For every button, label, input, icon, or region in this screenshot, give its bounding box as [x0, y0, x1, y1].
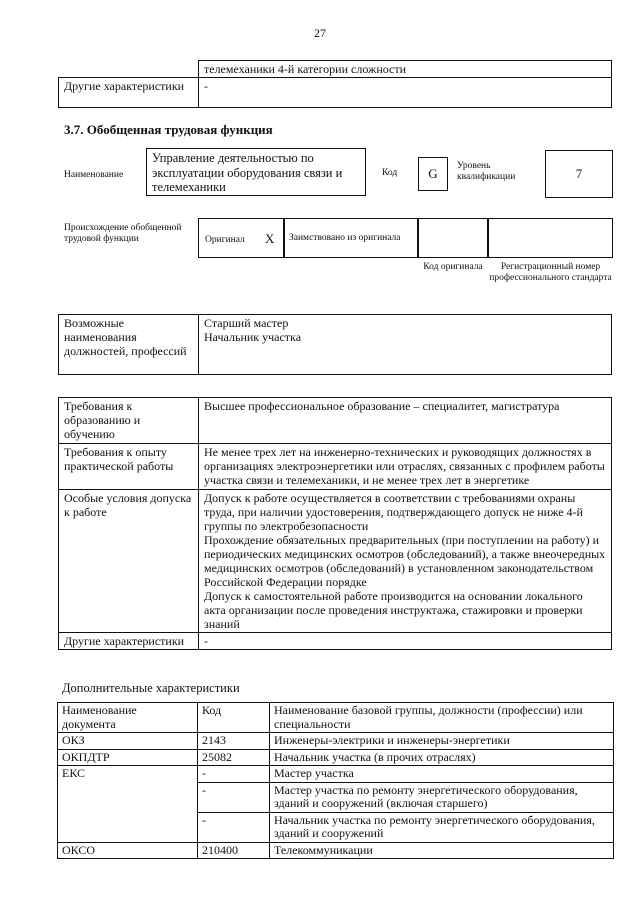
- requirements-table: [58, 397, 612, 650]
- doc-cell: ЕКС: [58, 766, 198, 783]
- header-cell: Наименование документа: [58, 703, 198, 733]
- reg-number-box: [488, 218, 613, 258]
- page-number: 27: [314, 26, 326, 40]
- table-row: [58, 812, 614, 842]
- req-text: Не менее трех лет на инженерно-технических и руководящих должностях в организациях электроэнергетики или отраслях, связанных с профилем работы участка связи и телемеханики, и не менее трех лет в энергетике: [199, 444, 612, 490]
- code-cell: 25082: [198, 749, 270, 766]
- section-title: 3.7. Обобщенная трудовая функция: [64, 122, 273, 137]
- table-row: [58, 842, 614, 859]
- continuation-table: [58, 60, 612, 108]
- code-label: Код: [382, 168, 398, 178]
- code-caption: Код оригинала: [423, 262, 483, 272]
- req-label: Требования к образованию и обучению: [59, 398, 199, 444]
- name-cell: Инженеры-электрики и инженеры-энергетики: [270, 733, 614, 750]
- reg-caption: Регистрационный номер профессионального стандарта: [489, 262, 612, 283]
- doc-cell: ОКЗ: [58, 733, 198, 750]
- doc-cell: [58, 812, 198, 842]
- code-cell: -: [198, 766, 270, 783]
- extra-table: [57, 702, 614, 859]
- continuation-text: телемеханики 4-й категории сложности: [199, 61, 612, 78]
- name-cell: Начальник участка по ремонту энергетического оборудования, зданий и сооружений: [270, 812, 614, 842]
- level-label: Уровень квалификации: [457, 161, 516, 182]
- req-label: Другие характеристики: [59, 633, 199, 650]
- position-item: Начальник участка: [204, 330, 302, 344]
- positions-table: [58, 314, 612, 375]
- req-paragraph: Допуск к самостоятельной работе производится на основании локального акта организации после проведения инструктажа, стажировки и проверки знаний: [204, 589, 583, 631]
- name-value: Управление деятельностью по эксплуатации оборудования связи и телемеханики: [146, 148, 366, 196]
- header-cell: Наименование базовой группы, должности (профессии) или специальности: [270, 703, 614, 733]
- other-label: Другие характеристики: [59, 78, 199, 108]
- doc-cell: ОКПДТР: [58, 749, 198, 766]
- req-label: Требования к опыту практической работы: [59, 444, 199, 490]
- req-text: -: [199, 633, 612, 650]
- position-item: Старший мастер: [204, 316, 289, 330]
- code-cell: -: [198, 782, 270, 812]
- name-cell: Мастер участка по ремонту энергетического оборудования, зданий и сооружений (включая старшего): [270, 782, 614, 812]
- table-row: [58, 749, 614, 766]
- borrowed-box: [284, 218, 418, 258]
- req-text: Высшее профессиональное образование – специалитет, магистратура: [199, 398, 612, 444]
- table-header-row: [58, 703, 614, 733]
- origin-label: Происхождение обобщенной трудовой функции: [64, 223, 182, 244]
- req-paragraph: Прохождение обязательных предварительных (при поступлении на работу) и периодических медицинских осмотров (обследований), а также внеочередных медицинских осмотров (обследований) в установленном законодательством Российской Федерации порядке: [204, 533, 606, 589]
- borrowed-label: Заимствовано из оригинала: [289, 233, 401, 243]
- name-cell: Мастер участка: [270, 766, 614, 783]
- original-code-box: [418, 218, 488, 258]
- original-mark: X: [265, 231, 275, 246]
- other-value: -: [199, 78, 612, 108]
- req-paragraph: Допуск к работе осуществляется в соответствии с требованиями охраны труда, при наличии удостоверения, подтверждающего допуск не ниже 4-й группы по электробезопасности: [204, 491, 583, 533]
- name-cell: Начальник участка (в прочих отраслях): [270, 749, 614, 766]
- table-row: [58, 782, 614, 812]
- positions-label: Возможные наименования должностей, профессий: [59, 315, 199, 375]
- req-label: Особые условия допуска к работе: [59, 490, 199, 633]
- table-row: [58, 766, 614, 783]
- req-paragraphs: [199, 490, 612, 633]
- code-cell: 210400: [198, 842, 270, 859]
- level-value: 7: [545, 150, 613, 198]
- name-label: Наименование: [64, 170, 124, 180]
- positions-values: [199, 315, 612, 375]
- code-value: G: [418, 157, 448, 191]
- original-box: [198, 218, 284, 258]
- code-cell: -: [198, 812, 270, 842]
- code-cell: 2143: [198, 733, 270, 750]
- doc-cell: [58, 782, 198, 812]
- extra-title: Дополнительные характеристики: [62, 681, 240, 695]
- original-label: Оригинал: [205, 235, 245, 245]
- header-cell: Код: [198, 703, 270, 733]
- table-row: [58, 733, 614, 750]
- name-cell: Телекоммуникации: [270, 842, 614, 859]
- doc-cell: ОКСО: [58, 842, 198, 859]
